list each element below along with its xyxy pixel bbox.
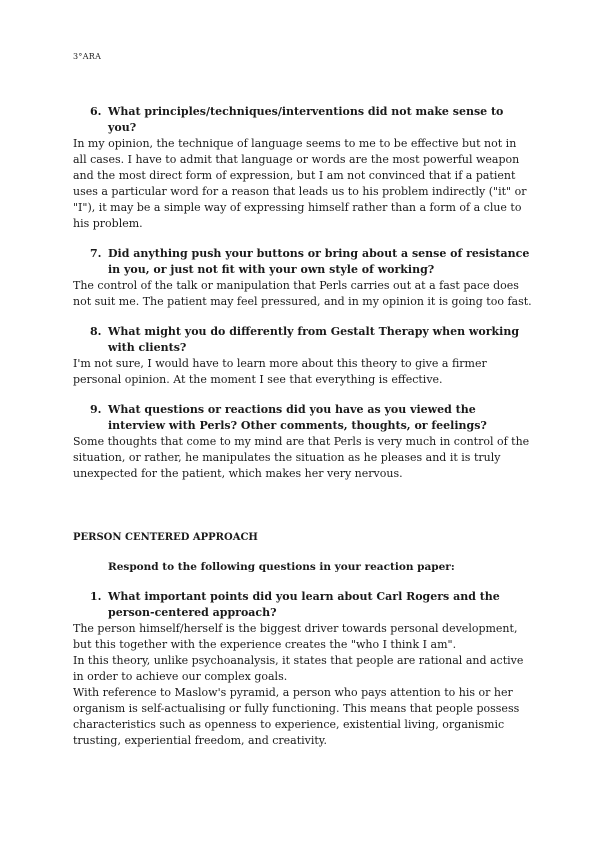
question-text: What questions or reactions did you have as you viewed the interview with Perls? Other comments, thoughts, or feelings? xyxy=(108,403,487,432)
question-number: 7. xyxy=(90,247,102,260)
question-number: 8. xyxy=(90,325,102,338)
question-number: 1. xyxy=(90,590,102,603)
question-text: What might you do differently from Gestalt Therapy when working with clients? xyxy=(108,325,520,354)
section-title: PERSON CENTERED APPROACH xyxy=(73,532,258,543)
question-number: 9. xyxy=(90,403,102,416)
answer-9: Some thoughts that come to my mind are that Perls is very much in control of the situation, or rather, he manipulates the situation as he pleases and it is truly unexpected for the patient, which makes her very nervous. xyxy=(73,435,530,480)
question-text: What principles/techniques/interventions did not make sense to you? xyxy=(108,105,504,134)
question-7 xyxy=(73,246,533,278)
question-9 xyxy=(73,402,533,434)
document-body xyxy=(73,104,533,749)
page-header-label: 3°ARA xyxy=(73,52,102,61)
answer-6: In my opinion, the technique of language seems to me to be effective but not in all cases. I have to admit that language or words are the most powerful weapon and the most direct form of expression, but I am not convinced that if a patient uses a particular word for a reason that leads us to his problem indirectly ("it" or "I"), it may be a simple way of expressing himself rather than a form of a clue to his problem. xyxy=(73,137,527,230)
question-text: Did anything push your buttons or bring about a sense of resistance in you, or just not fit with your own style of working? xyxy=(108,247,530,276)
question-1 xyxy=(73,589,533,621)
answer-8: I'm not sure, I would have to learn more about this theory to give a firmer personal opinion. At the moment I see that everything is effective. xyxy=(73,357,487,386)
question-number: 6. xyxy=(90,105,102,118)
question-8 xyxy=(73,324,533,356)
question-6 xyxy=(73,104,533,136)
question-text: What important points did you learn about Carl Rogers and the person-centered approach? xyxy=(108,590,500,619)
answer-1-paragraph: The person himself/herself is the biggest driver towards personal development, but this together with the experience creates the "who I think I am". xyxy=(73,622,518,651)
answer-1-paragraph: In this theory, unlike psychoanalysis, it states that people are rational and active in order to achieve our complex goals. xyxy=(73,654,524,683)
section-prompt: Respond to the following questions in your reaction paper: xyxy=(108,561,455,573)
answer-7: The control of the talk or manipulation that Perls carries out at a fast pace does not suit me. The patient may feel pressured, and in my opinion it is going too fast. xyxy=(73,279,532,308)
answer-1-paragraph: With reference to Maslow's pyramid, a person who pays attention to his or her organism is self-actualising or fully functioning. This means that people possess characteristics such as openness to experience, existential living, organismic trusting, experiential freedom, and creativity. xyxy=(73,686,520,747)
